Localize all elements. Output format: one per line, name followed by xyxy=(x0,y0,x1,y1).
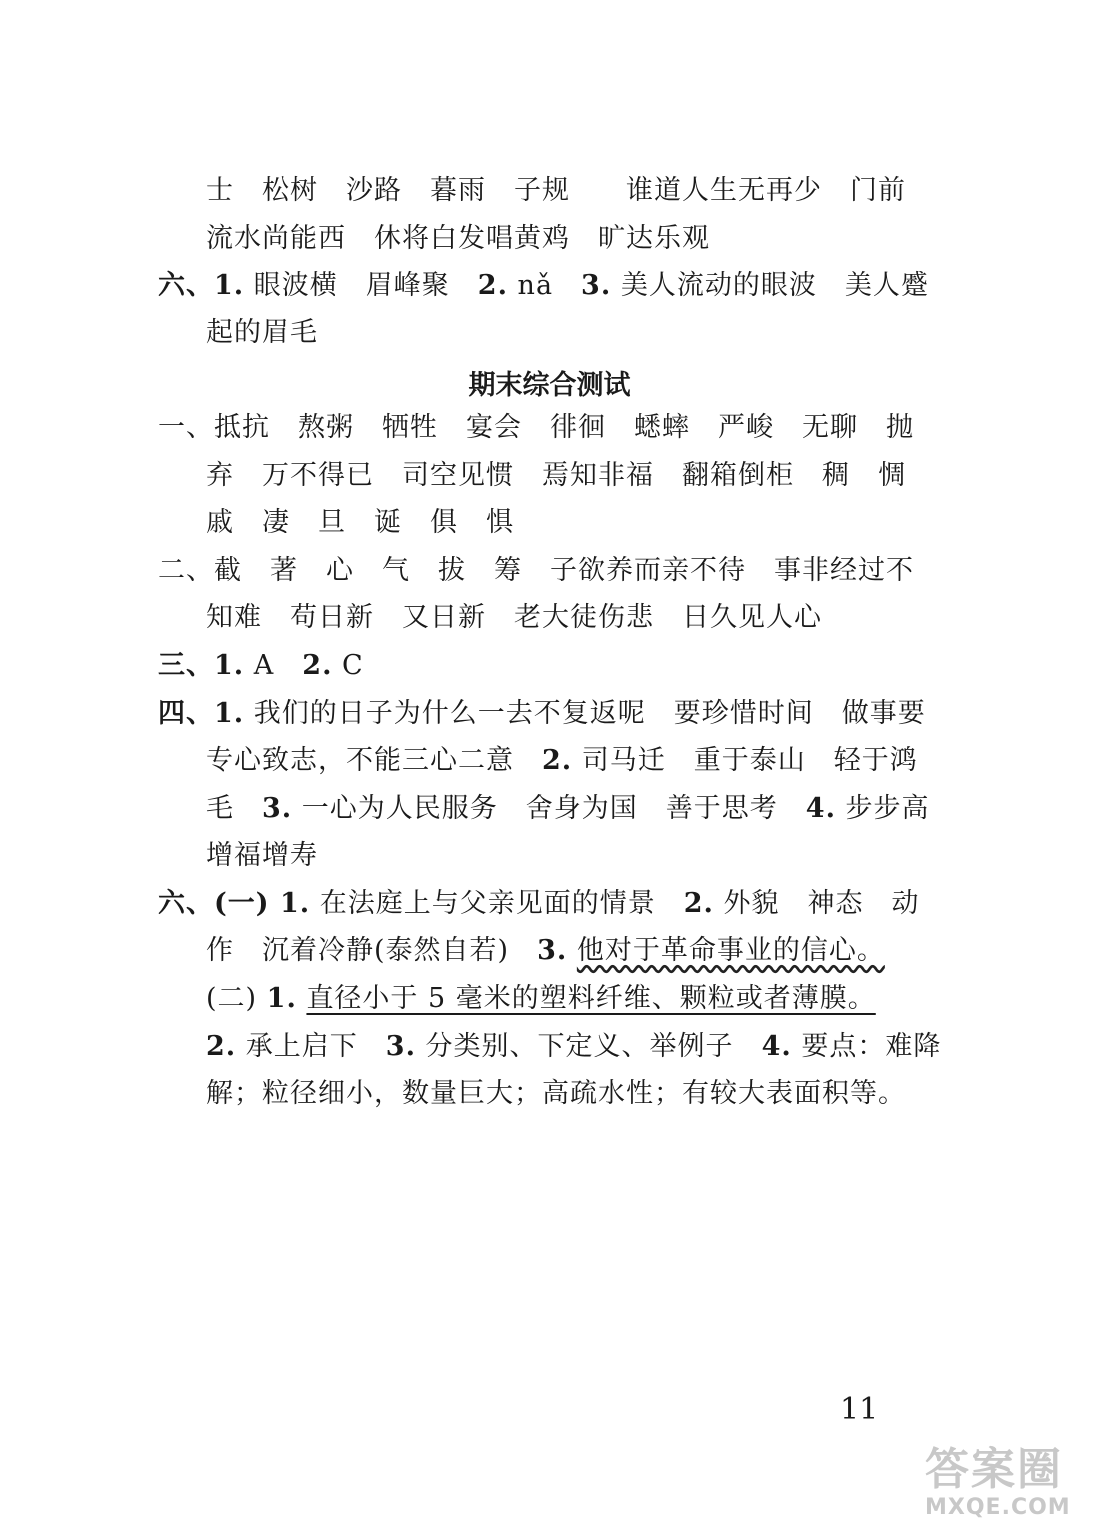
item-number: 3. xyxy=(581,270,612,301)
text-line xyxy=(206,743,918,779)
answer-item-6 xyxy=(158,268,929,304)
item-number: 1. xyxy=(279,888,311,919)
text-line: 弃 万不得已 司空见惯 焉知非福 翻箱倒柜 稠 惆 xyxy=(206,460,906,491)
item-number: 2. xyxy=(477,270,508,301)
answer-text: 眼波横 眉峰聚 xyxy=(244,270,478,301)
answer-item-4 xyxy=(158,696,926,732)
text-line xyxy=(206,933,885,969)
answer-text: 承上启下 xyxy=(236,1031,386,1062)
text-line: 流水尚能西 休将白发唱黄鸡 旷达乐观 xyxy=(206,223,710,254)
text-line xyxy=(206,1029,941,1065)
item-label: 四、 xyxy=(158,698,214,729)
item-number: 2. xyxy=(542,745,573,776)
item-number: 1. xyxy=(214,698,245,729)
text-line: 增福增寿 xyxy=(206,840,318,871)
watermark-url: MXQE.COM xyxy=(925,1495,1071,1520)
item-number: 3. xyxy=(385,1031,416,1062)
text-line: 解；粒径细小，数量巨大；高疏水性；有较大表面积等。 xyxy=(206,1078,906,1109)
item-number: 1. xyxy=(214,650,245,681)
text-line: 知难 苟日新 又日新 老大徒伤悲 日久见人心 xyxy=(206,602,822,633)
item-label: (二) xyxy=(206,983,267,1014)
item-number: 3. xyxy=(262,793,293,824)
answer-text: 外貌 神态 动 xyxy=(713,888,920,919)
item-label: 六、 xyxy=(158,270,214,301)
answer-text: 分类别、下定义、举例子 xyxy=(415,1031,762,1062)
text-line: 二、截 著 心 气 拔 筹 子欲养而亲不待 事非经过不 xyxy=(158,555,914,586)
watermark-title: 答案圈 xyxy=(925,1444,1063,1495)
answer-text: 专心致志，不能三心二意 xyxy=(206,745,542,776)
item-number: 4. xyxy=(761,1031,792,1062)
answer-text: 美人流动的眼波 美人蹙 xyxy=(611,270,929,301)
text-line: 士 松树 沙路 暮雨 子规 谁道人生无再少 门前 xyxy=(206,175,906,206)
answer-text: nǎ xyxy=(507,270,582,301)
answer-text: 步步高 xyxy=(835,793,930,824)
text-line: 起的眉毛 xyxy=(206,317,318,348)
item-number: 2. xyxy=(206,1031,237,1062)
answer-item-6-part1 xyxy=(158,886,920,922)
answer-text: 要点：难降 xyxy=(791,1031,942,1062)
text-line: 戚 凄 旦 诞 俱 惧 xyxy=(206,507,514,538)
item-label: 三、 xyxy=(158,650,214,681)
answer-text: 司马迁 重于泰山 轻于鸿 xyxy=(572,745,918,776)
answer-text: C xyxy=(332,650,364,681)
item-number: 1. xyxy=(214,270,245,301)
watermark-logo xyxy=(925,1445,1095,1530)
text-line: 一、抵抗 熬粥 牺牲 宴会 徘徊 蟋蟀 严峻 无聊 抛 xyxy=(158,412,914,443)
page-number: 11 xyxy=(840,1392,879,1427)
item-number: 1. xyxy=(266,983,297,1014)
wavy-underlined-answer: 他对于革命事业的信心。 xyxy=(576,935,885,966)
answer-text: 在法庭上与父亲见面的情景 xyxy=(310,888,684,919)
answer-text: A xyxy=(244,650,303,681)
item-number: 4. xyxy=(805,793,836,824)
item-number: 2. xyxy=(302,650,333,681)
answer-text: 一心为人民服务 舍身为国 善于思考 xyxy=(292,793,806,824)
item-label: 六、(一) xyxy=(158,888,280,919)
section-title: 期末综合测试 xyxy=(468,370,631,401)
answer-item-3 xyxy=(158,648,364,684)
answer-text: 我们的日子为什么一去不复返呢 要珍惜时间 做事要 xyxy=(244,698,926,729)
item-number: 3. xyxy=(537,935,568,966)
answer-item-6-part2 xyxy=(206,981,876,1017)
text-line xyxy=(206,791,930,827)
answer-text: 作 沉着冷静(泰然自若) xyxy=(206,935,538,966)
answer-text: 毛 xyxy=(206,793,262,824)
item-number: 2. xyxy=(683,888,714,919)
underlined-answer: 直径小于 5 毫米的塑料纤维、颗粒或者薄膜。 xyxy=(306,983,876,1014)
